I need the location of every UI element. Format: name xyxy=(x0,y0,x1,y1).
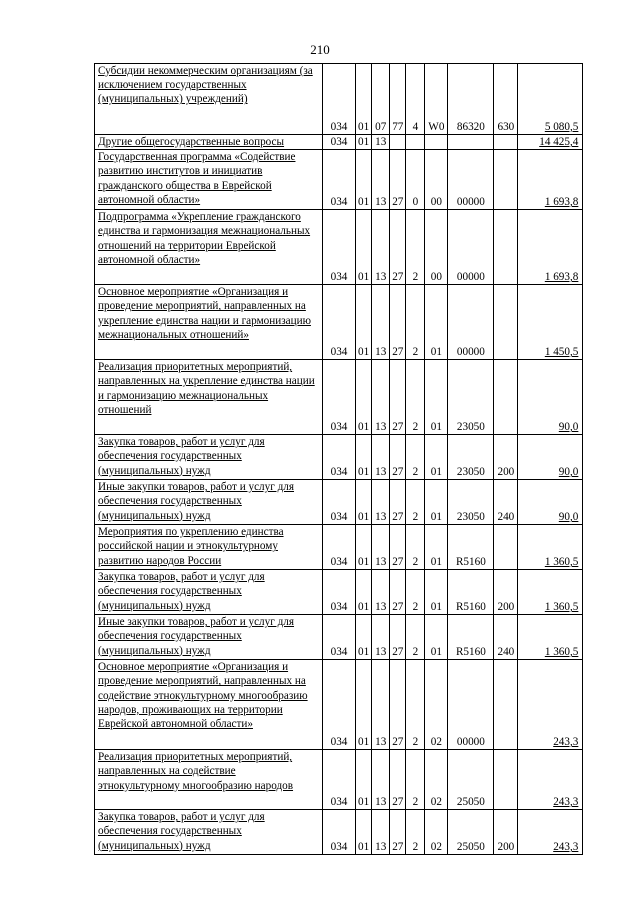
table-row xyxy=(95,210,583,285)
cell-ved: 034 xyxy=(323,750,356,810)
cell-rz: 01 xyxy=(356,615,372,660)
cell-sum: 90,0 xyxy=(518,480,583,525)
cell-pr: 13 xyxy=(372,615,390,660)
cell-subprogram: 2 xyxy=(406,660,425,750)
cell-expense-type xyxy=(494,360,518,435)
cell-pr: 13 xyxy=(372,525,390,570)
row-name: Реализация приоритетных мероприятий, направленных на содействие этнокультурному многообразию народов xyxy=(95,750,323,810)
cell-event: 02 xyxy=(425,660,448,750)
cell-pr: 07 xyxy=(372,64,390,135)
cell-sum: 243,3 xyxy=(518,750,583,810)
cell-rz: 01 xyxy=(356,285,372,360)
table-row xyxy=(95,435,583,480)
cell-event: 00 xyxy=(425,210,448,285)
cell-expense-type: 200 xyxy=(494,435,518,480)
row-name: Мероприятия по укреплению единства российской нации и этнокультурному развитию народов России xyxy=(95,525,323,570)
cell-pr: 13 xyxy=(372,150,390,210)
cell-pr: 13 xyxy=(372,360,390,435)
cell-pr: 13 xyxy=(372,660,390,750)
table-row xyxy=(95,150,583,210)
table-row xyxy=(95,750,583,810)
cell-rz: 01 xyxy=(356,210,372,285)
cell-sum: 1 360,5 xyxy=(518,570,583,615)
cell-sum: 1 693,8 xyxy=(518,150,583,210)
cell-event: 00 xyxy=(425,150,448,210)
cell-program: 27 xyxy=(390,480,406,525)
cell-sum: 90,0 xyxy=(518,435,583,480)
cell-program: 27 xyxy=(390,285,406,360)
cell-event: 02 xyxy=(425,750,448,810)
cell-program: 27 xyxy=(390,210,406,285)
cell-expense-type: 240 xyxy=(494,615,518,660)
cell-program: 27 xyxy=(390,150,406,210)
cell-direction: 23050 xyxy=(448,360,494,435)
row-name: Подпрограмма «Укрепление гражданского единства и гармонизация межнациональных отношений на территории Еврейской автономной области» xyxy=(95,210,323,285)
cell-event: 01 xyxy=(425,435,448,480)
cell-rz: 01 xyxy=(356,135,372,150)
cell-ved: 034 xyxy=(323,660,356,750)
cell-pr: 13 xyxy=(372,480,390,525)
table-row xyxy=(95,135,583,150)
cell-rz: 01 xyxy=(356,570,372,615)
cell-program: 27 xyxy=(390,810,406,855)
table-row xyxy=(95,285,583,360)
cell-event: 02 xyxy=(425,810,448,855)
row-name: Основное мероприятие «Организация и проведение мероприятий, направленных на содействие этнокультурному многообразию народов, проживающих на территории Еврейской автономной области» xyxy=(95,660,323,750)
cell-direction: 00000 xyxy=(448,150,494,210)
cell-ved: 034 xyxy=(323,435,356,480)
cell-sum: 1 360,5 xyxy=(518,525,583,570)
cell-expense-type xyxy=(494,750,518,810)
cell-ved: 034 xyxy=(323,210,356,285)
cell-program: 27 xyxy=(390,525,406,570)
cell-rz: 01 xyxy=(356,360,372,435)
cell-direction: R5160 xyxy=(448,615,494,660)
cell-rz: 01 xyxy=(356,480,372,525)
cell-ved: 034 xyxy=(323,615,356,660)
cell-expense-type: 200 xyxy=(494,570,518,615)
cell-rz: 01 xyxy=(356,64,372,135)
page-number: 210 xyxy=(310,42,330,57)
cell-rz: 01 xyxy=(356,525,372,570)
table-row xyxy=(95,810,583,855)
cell-program: 27 xyxy=(390,660,406,750)
cell-subprogram: 4 xyxy=(406,64,425,135)
table-row xyxy=(95,64,583,135)
cell-expense-type: 240 xyxy=(494,480,518,525)
cell-expense-type xyxy=(494,660,518,750)
cell-program: 77 xyxy=(390,64,406,135)
cell-subprogram: 2 xyxy=(406,810,425,855)
row-name: Основное мероприятие «Организация и проведение мероприятий, направленных на укрепление единства нации и гармонизацию межнациональных отношений» xyxy=(95,285,323,360)
row-name: Реализация приоритетных мероприятий, направленных на укрепление единства нации и гармонизацию межнациональных отношений xyxy=(95,360,323,435)
cell-rz: 01 xyxy=(356,750,372,810)
cell-program: 27 xyxy=(390,570,406,615)
table-body xyxy=(95,64,583,855)
cell-rz: 01 xyxy=(356,435,372,480)
cell-pr: 13 xyxy=(372,210,390,285)
cell-ved: 034 xyxy=(323,150,356,210)
cell-sum: 1 360,5 xyxy=(518,615,583,660)
cell-subprogram: 2 xyxy=(406,435,425,480)
cell-subprogram: 2 xyxy=(406,570,425,615)
cell-event: 01 xyxy=(425,285,448,360)
row-name: Другие общегосударственные вопросы xyxy=(95,135,323,150)
cell-ved: 034 xyxy=(323,360,356,435)
cell-ved: 034 xyxy=(323,810,356,855)
cell-subprogram: 2 xyxy=(406,525,425,570)
cell-expense-type: 200 xyxy=(494,810,518,855)
cell-sum: 90,0 xyxy=(518,360,583,435)
cell-pr: 13 xyxy=(372,435,390,480)
row-name: Субсидии некоммерческим организациям (за исключением государственных (муниципальных) учреждений) xyxy=(95,64,323,135)
row-name: Государственная программа «Содействие развитию институтов и инициатив гражданского общества в Еврейской автономной области» xyxy=(95,150,323,210)
cell-subprogram: 2 xyxy=(406,285,425,360)
cell-program: 27 xyxy=(390,750,406,810)
cell-direction: 00000 xyxy=(448,210,494,285)
row-name: Закупка товаров, работ и услуг для обеспечения государственных (муниципальных) нужд xyxy=(95,570,323,615)
table-row xyxy=(95,570,583,615)
cell-rz: 01 xyxy=(356,810,372,855)
cell-sum: 243,3 xyxy=(518,660,583,750)
cell-rz: 01 xyxy=(356,150,372,210)
cell-expense-type xyxy=(494,285,518,360)
table-row xyxy=(95,660,583,750)
table-row xyxy=(95,525,583,570)
cell-ved: 034 xyxy=(323,525,356,570)
cell-direction: R5160 xyxy=(448,525,494,570)
cell-ved: 034 xyxy=(323,135,356,150)
cell-direction: 86320 xyxy=(448,64,494,135)
cell-subprogram xyxy=(406,135,425,150)
cell-pr: 13 xyxy=(372,570,390,615)
cell-subprogram: 2 xyxy=(406,480,425,525)
cell-ved: 034 xyxy=(323,285,356,360)
cell-sum: 14 425,4 xyxy=(518,135,583,150)
cell-expense-type xyxy=(494,150,518,210)
table-row xyxy=(95,360,583,435)
cell-direction: 23050 xyxy=(448,480,494,525)
cell-event: 01 xyxy=(425,570,448,615)
cell-direction: 23050 xyxy=(448,435,494,480)
cell-sum: 243,3 xyxy=(518,810,583,855)
cell-direction: 00000 xyxy=(448,285,494,360)
cell-pr: 13 xyxy=(372,750,390,810)
cell-event: W0 xyxy=(425,64,448,135)
cell-expense-type xyxy=(494,135,518,150)
cell-event xyxy=(425,135,448,150)
cell-program: 27 xyxy=(390,435,406,480)
cell-pr: 13 xyxy=(372,810,390,855)
cell-subprogram: 2 xyxy=(406,615,425,660)
cell-program: 27 xyxy=(390,615,406,660)
row-name: Иные закупки товаров, работ и услуг для обеспечения государственных (муниципальных) нужд xyxy=(95,480,323,525)
row-name: Закупка товаров, работ и услуг для обеспечения государственных (муниципальных) нужд xyxy=(95,810,323,855)
cell-direction xyxy=(448,135,494,150)
cell-pr: 13 xyxy=(372,285,390,360)
cell-subprogram: 2 xyxy=(406,360,425,435)
cell-direction: 00000 xyxy=(448,660,494,750)
cell-direction: 25050 xyxy=(448,810,494,855)
row-name: Иные закупки товаров, работ и услуг для обеспечения государственных (муниципальных) нужд xyxy=(95,615,323,660)
cell-event: 01 xyxy=(425,525,448,570)
table-row xyxy=(95,480,583,525)
cell-ved: 034 xyxy=(323,480,356,525)
cell-rz: 01 xyxy=(356,660,372,750)
cell-ved: 034 xyxy=(323,64,356,135)
cell-pr: 13 xyxy=(372,135,390,150)
cell-expense-type xyxy=(494,525,518,570)
cell-sum: 1 450,5 xyxy=(518,285,583,360)
budget-table xyxy=(94,63,583,855)
cell-expense-type xyxy=(494,210,518,285)
cell-event: 01 xyxy=(425,615,448,660)
cell-ved: 034 xyxy=(323,570,356,615)
cell-subprogram: 2 xyxy=(406,750,425,810)
cell-subprogram: 0 xyxy=(406,150,425,210)
table-row xyxy=(95,615,583,660)
cell-sum: 1 693,8 xyxy=(518,210,583,285)
cell-program xyxy=(390,135,406,150)
cell-direction: R5160 xyxy=(448,570,494,615)
cell-program: 27 xyxy=(390,360,406,435)
cell-expense-type: 630 xyxy=(494,64,518,135)
cell-event: 01 xyxy=(425,480,448,525)
cell-event: 01 xyxy=(425,360,448,435)
cell-sum: 5 080,5 xyxy=(518,64,583,135)
row-name: Закупка товаров, работ и услуг для обеспечения государственных (муниципальных) нужд xyxy=(95,435,323,480)
cell-subprogram: 2 xyxy=(406,210,425,285)
cell-direction: 25050 xyxy=(448,750,494,810)
